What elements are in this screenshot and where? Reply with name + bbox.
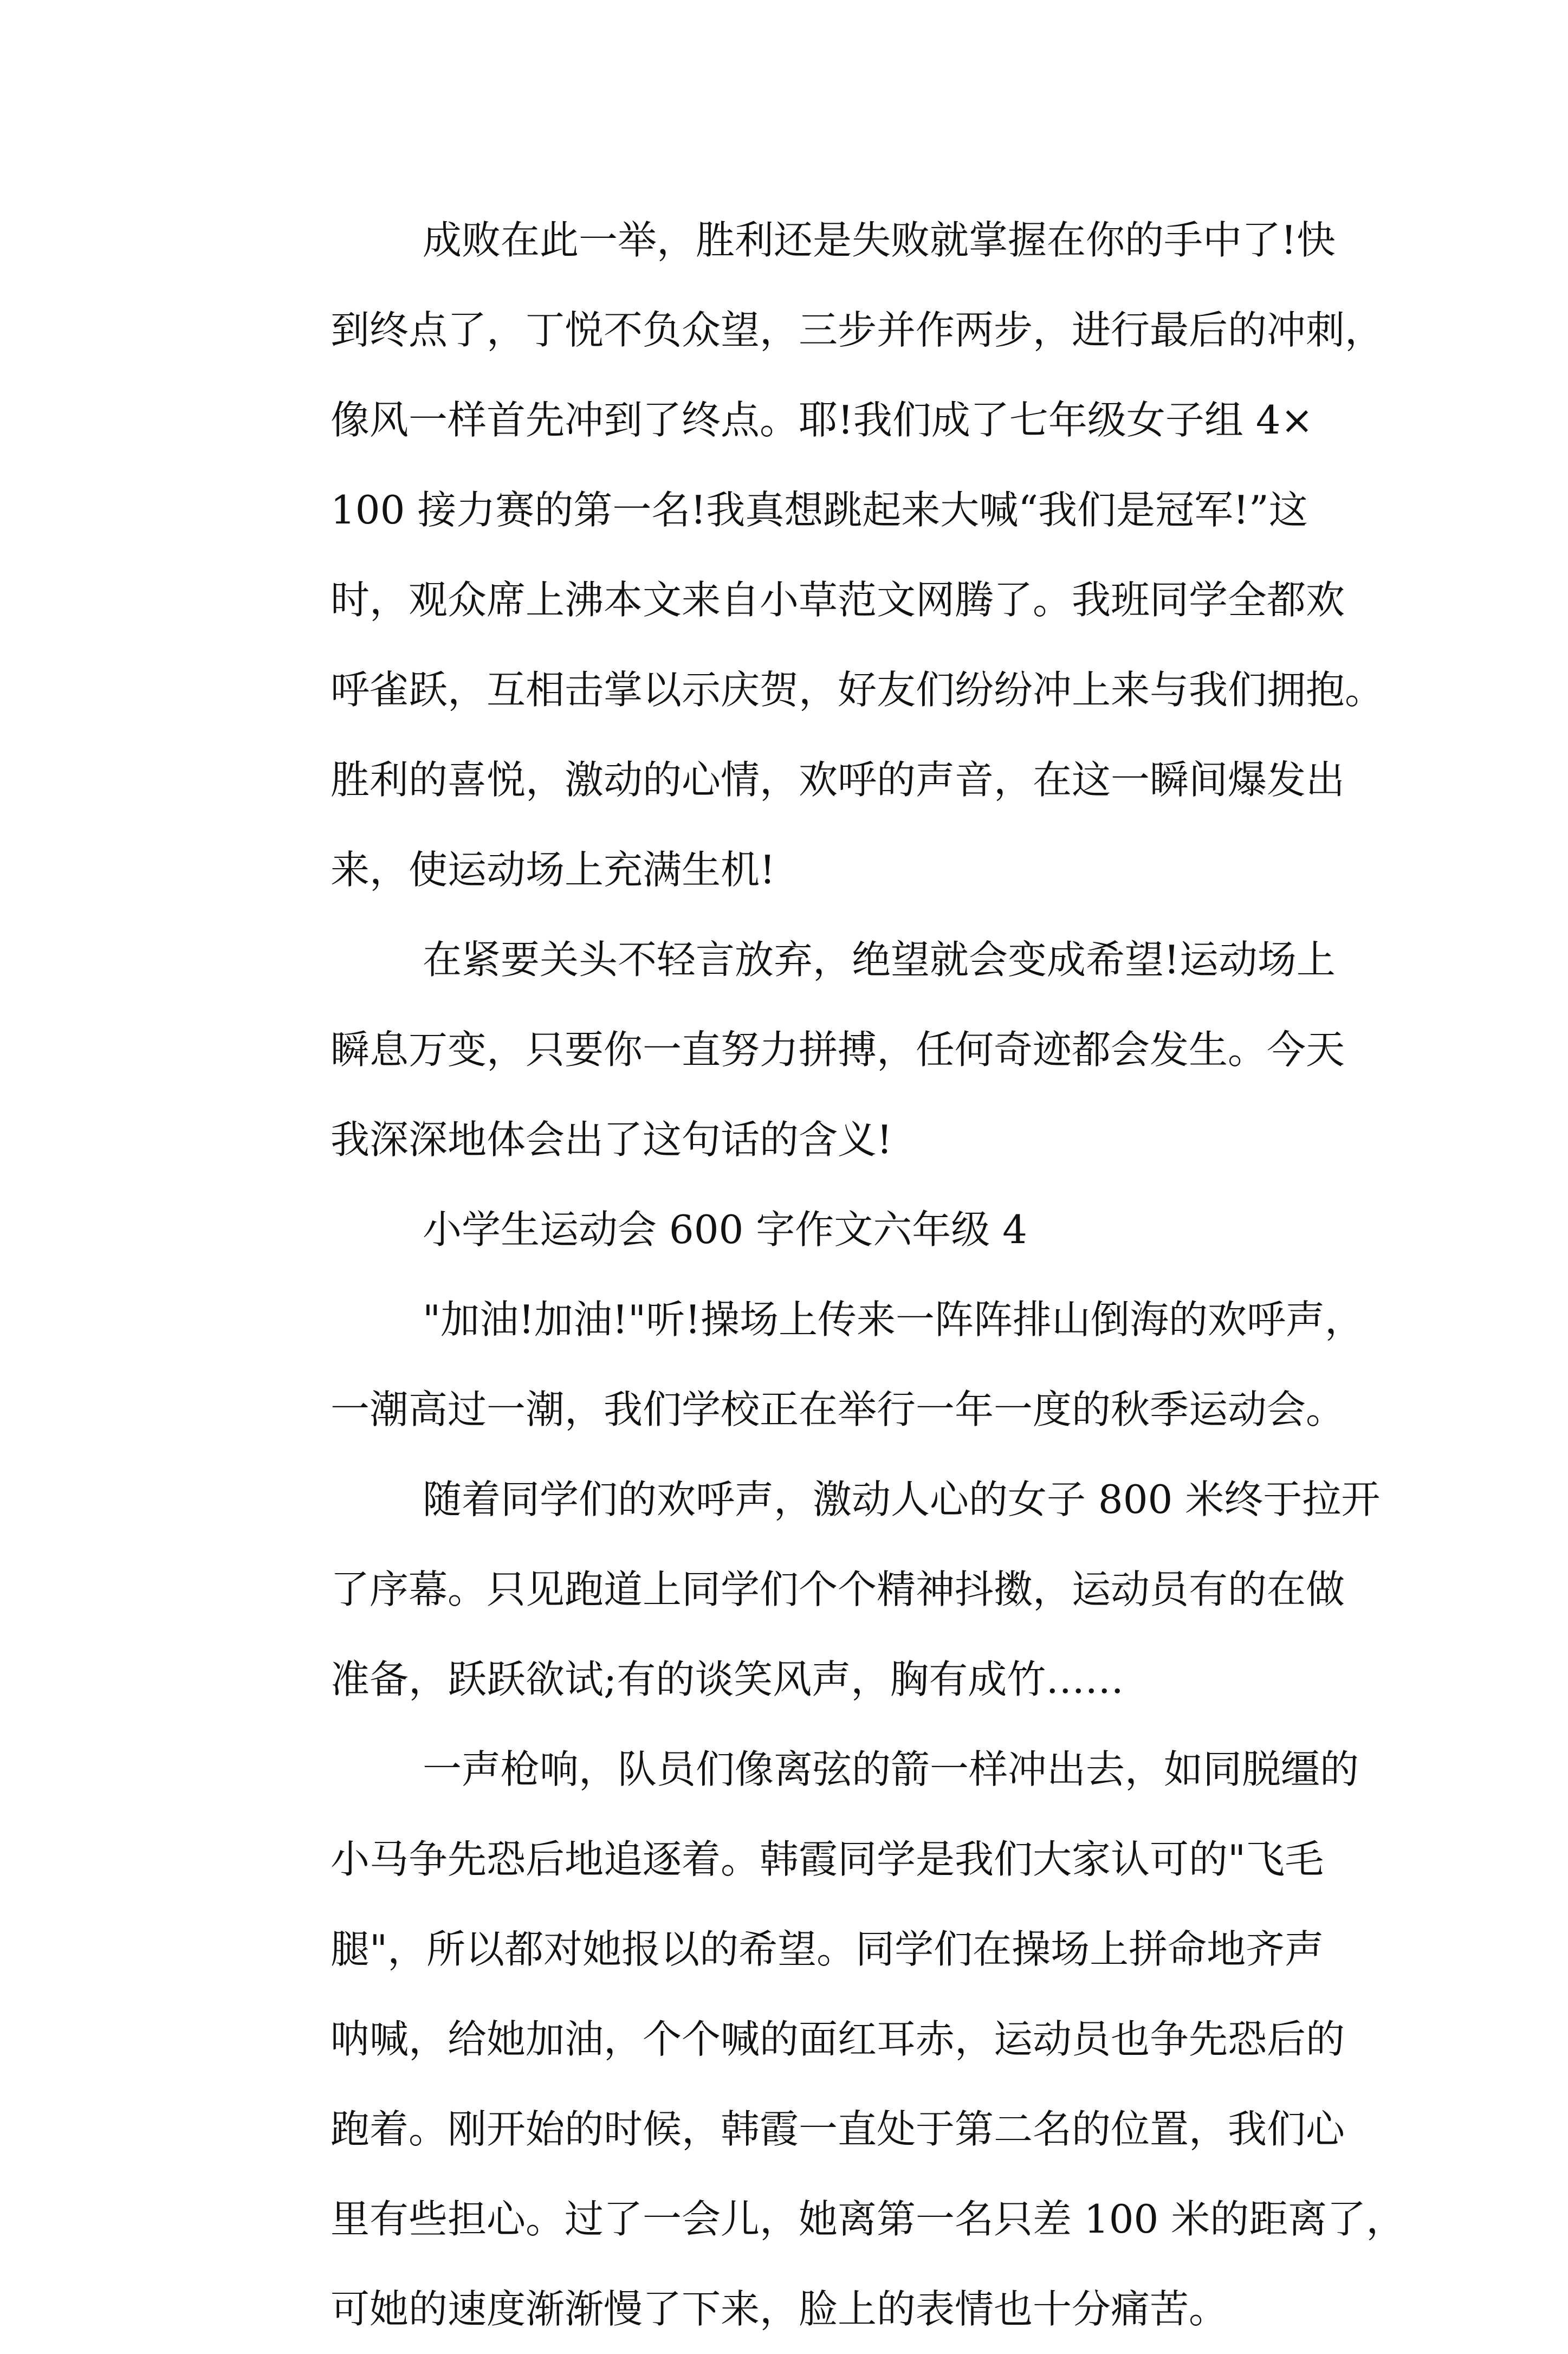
paragraph-race-progress xyxy=(238,1724,1405,2354)
text-line: "加油!加油!"听!操场上传来一阵阵排山倒海的欢呼声， xyxy=(423,1297,1364,1342)
paragraph-reflection xyxy=(238,915,1349,1185)
text-line: 了序幕。只见跑道上同学们个个精神抖擞，运动员有的在做 xyxy=(331,1567,1345,1612)
text-line: 胜利的喜悦，激动的心情，欢呼的声音，在这一瞬间爆发出 xyxy=(331,757,1345,803)
text-line: 到终点了，丁悦不负众望，三步并作两步，进行最后的冲刺， xyxy=(331,307,1384,353)
text-line: 可她的速度渐渐慢了下来，脸上的表情也十分痛苦。 xyxy=(331,2286,1228,2332)
paragraph-victory xyxy=(238,195,1384,915)
text-line: 时，观众席上沸本文来自小草范文网腾了。我班同学全都欢 xyxy=(331,577,1345,623)
text-line: 小学生运动会 600 字作文六年级 4 xyxy=(423,1207,1027,1252)
text-line: 成败在此一举，胜利还是失败就掌握在你的手中了!快 xyxy=(423,217,1336,263)
text-line: 一潮高过一潮，我们学校正在举行一年一度的秋季运动会。 xyxy=(331,1387,1345,1432)
paragraph-race-start xyxy=(238,1454,1381,1724)
text-line: 瞬息万变，只要你一直努力拼搏，任何奇迹都会发生。今天 xyxy=(331,1027,1345,1072)
essay-title xyxy=(238,1185,1349,1275)
text-line: 里有些担心。过了一会儿，她离第一名只差 100 米的距离了， xyxy=(331,2196,1405,2242)
text-line: 一声枪响，队员们像离弦的箭一样冲出去，如同脱缰的 xyxy=(423,1747,1359,1792)
text-line: 随着同学们的欢呼声，激动人心的女子 800 米终于拉开 xyxy=(423,1477,1381,1522)
text-line: 100 接力赛的第一名!我真想跳起来大喊“我们是冠军!”这 xyxy=(331,487,1308,533)
text-line: 小马争先恐后地追逐着。韩霞同学是我们大家认可的"飞毛 xyxy=(331,1836,1324,1882)
text-line: 像风一样首先冲到了终点。耶!我们成了七年级女子组 4× xyxy=(331,397,1313,443)
text-line: 呼雀跃，互相击掌以示庆贺，好友们纷纷冲上来与我们拥抱。 xyxy=(331,667,1384,713)
text-line: 准备，跃跃欲试;有的谈笑风声，胸有成竹…… xyxy=(331,1657,1124,1702)
paragraph-cheering xyxy=(238,1275,1364,1454)
text-line: 跑着。刚开始的时候，韩霞一直处于第二名的位置，我们心 xyxy=(331,2106,1345,2152)
text-line: 腿"，所以都对她报以的希望。同学们在操场上拼命地齐声 xyxy=(331,1926,1324,1972)
document-body xyxy=(238,195,1405,2354)
text-line: 来，使运动场上充满生机! xyxy=(331,847,775,893)
text-line: 呐喊，给她加油，个个喊的面红耳赤，运动员也争先恐后的 xyxy=(331,2016,1345,2062)
text-line: 我深深地体会出了这句话的含义! xyxy=(331,1117,892,1162)
text-line: 在紧要关头不轻言放弃，绝望就会变成希望!运动场上 xyxy=(423,937,1336,982)
